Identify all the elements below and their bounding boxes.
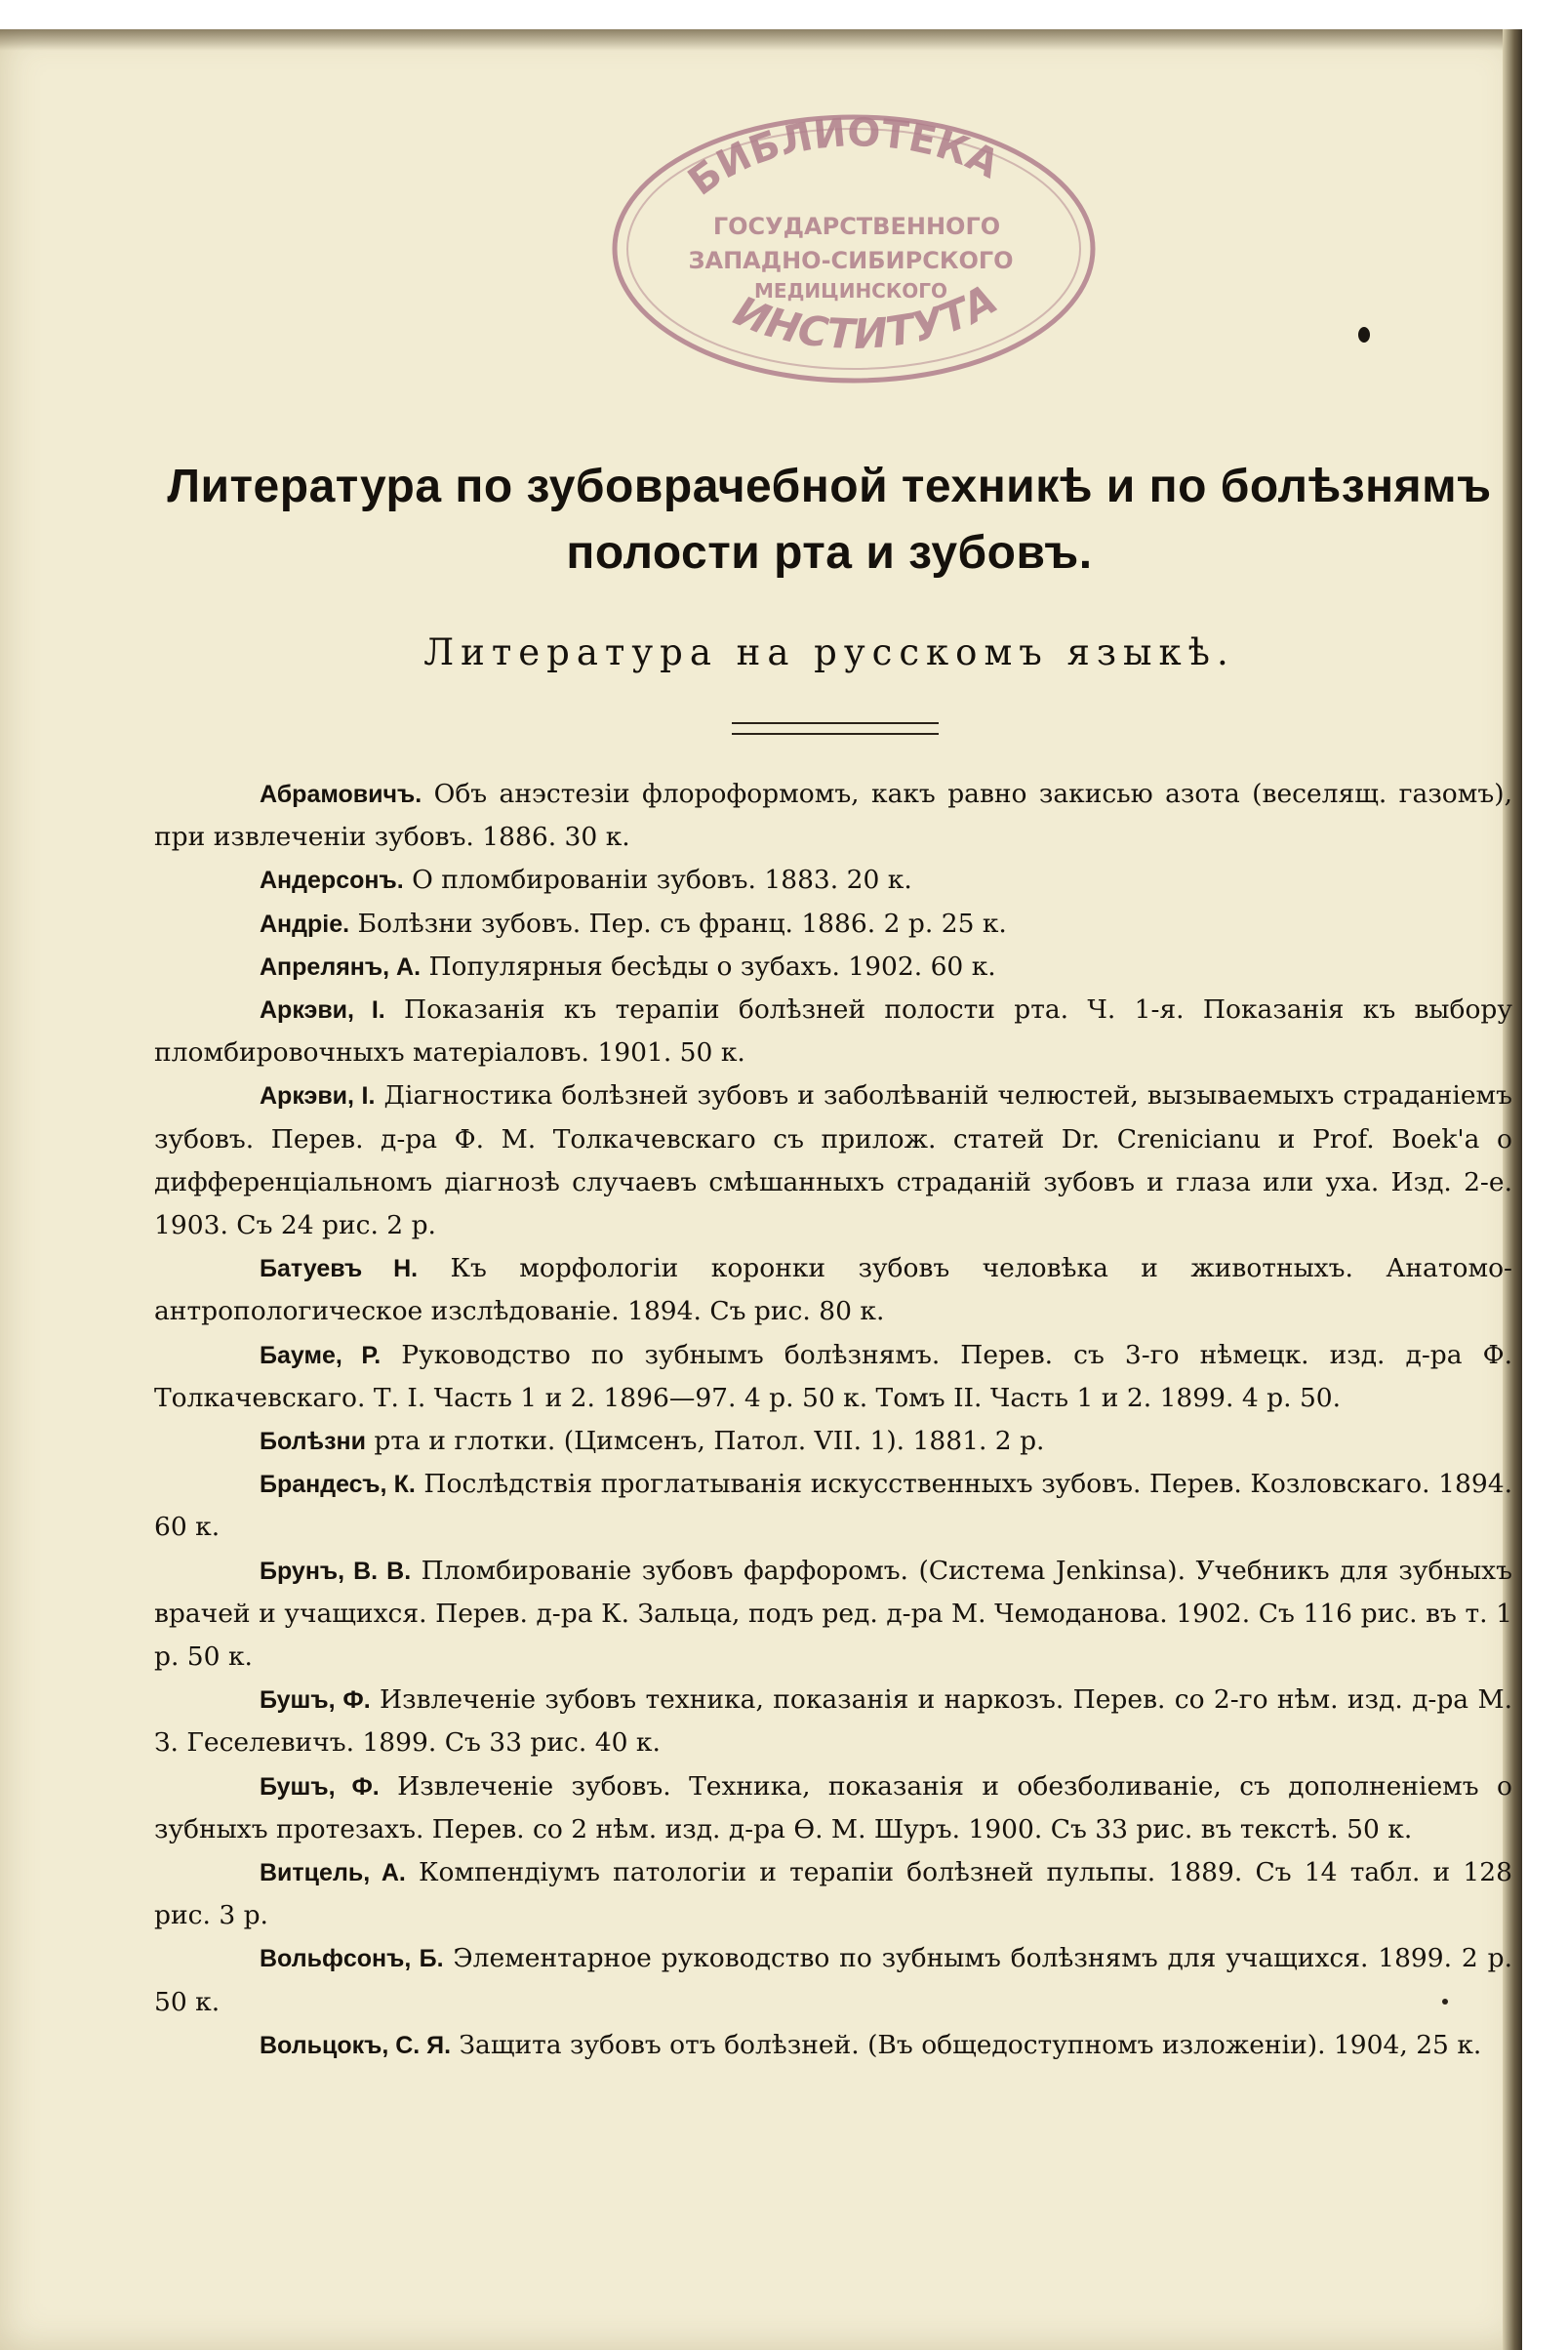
entry-text: О пломбированіи зубовъ. 1883. 20 к.: [403, 865, 912, 896]
bibliography-entry: [154, 903, 1512, 946]
entry-text: Къ морфологіи коронки зубовъ человѣка и животныхъ. Анатомо-антропологическое изслѣдованіе. 1894. Съ рис. 80 к.: [154, 1253, 1512, 1327]
entry-text: Руководство по зубнымъ болѣзнямъ. Перев. съ 3-го нѣмецк. изд. д-ра Ф. Толкачевскаго. Т. І. Часть 1 и 2. 1896—97. 4 р. 50 к. Томъ II. Часть 1 и 2. 1899. 4 р. 50.: [154, 1339, 1513, 1413]
bibliography-entry: [154, 859, 1512, 902]
entry-author: Абрамовичъ.: [260, 781, 422, 808]
entry-author: Батуевъ Н.: [260, 1255, 419, 1283]
stamp-line-1: ГОСУДАРСТВЕННОГО: [712, 213, 1001, 240]
bibliography-entry: [154, 1463, 1512, 1549]
bibliography-entry: [154, 1851, 1512, 1937]
entry-author: Болѣзни: [260, 1428, 366, 1456]
entry-text: Защита зубовъ отъ болѣзней. (Въ общедоступномъ изложеніи). 1904, 25 к.: [451, 2029, 1482, 2060]
entry-author: Апрелянъ, А.: [260, 952, 422, 981]
stamp-line-2: ЗАПАДНО-СИБИРСКОГО: [688, 247, 1014, 274]
bibliography-entry: [154, 1550, 1512, 1680]
ink-dot: [1358, 327, 1370, 343]
entry-text: Извлеченіе зубовъ техника, показанія и наркозъ. Перев. со 2-го нѣм. изд. д-ра М. З. Геселевичъ. 1899. Съ 33 рис. 40 к.: [154, 1684, 1513, 1759]
stamp-line-3: МЕДИЦИНСКОГО: [754, 279, 947, 303]
bibliography-entry: [154, 773, 1512, 859]
bibliography-list: [154, 773, 1512, 2067]
bibliography-entry: [154, 1679, 1512, 1764]
bibliography-entry: [154, 1765, 1512, 1851]
entry-author: Бауме, Р.: [260, 1341, 382, 1369]
page-top-shadow: [0, 29, 1522, 51]
bibliography-entry: [154, 946, 1512, 989]
bibliography-entry: [154, 1334, 1512, 1420]
bibliography-entry: [154, 2024, 1512, 2067]
stamp-bottom-text: ИНСТИТУТА: [727, 274, 1006, 359]
bibliography-entry: [154, 1247, 1512, 1333]
stamp-top-text: БИБЛИОТЕКА: [680, 110, 1007, 205]
entry-author: Аркэви, І.: [260, 1082, 376, 1111]
entry-author: Аркэви, І.: [260, 996, 385, 1025]
title-line-1: Литература по зубоврачебной техникѣ и по болѣзнямъ: [167, 461, 1492, 512]
entry-text: Показанія къ терапіи болѣзней полости рта. Ч. 1-я. Показанія къ выбору пломбировочныхъ матеріаловъ. 1901. 50 к.: [154, 994, 1512, 1069]
page-title: [146, 454, 1512, 587]
entry-text: рта и глотки. (Цимсенъ, Патол. VII. 1). 1881. 2 р.: [365, 1426, 1045, 1457]
heading-block: [146, 454, 1512, 673]
entry-author: Брандесъ, К.: [260, 1471, 416, 1499]
entry-text: Объ анэстезіи флороформомъ, какъ равно закисью азота (веселящ. газомъ), при извлеченіи зубовъ. 1886. 30 к.: [154, 779, 1512, 853]
entry-text: Извлеченіе зубовъ. Техника, показанія и обезболиваніе, съ дополненіемъ о зубныхъ протезахъ. Перев. со 2 нѣм. изд. д-ра Ѳ. М. Шуръ. 1900. Съ 33 рис. въ текстѣ. 50 к.: [154, 1770, 1512, 1844]
library-stamp: [595, 88, 1103, 400]
bibliography-entry: [154, 1420, 1512, 1463]
entry-text: Компендіумъ патологіи и терапіи болѣзней пульпы. 1889. Съ 14 табл. и 128 рис. 3 р.: [154, 1857, 1512, 1931]
entry-text: Діагностика болѣзней зубовъ и заболѣваній челюстей, вызываемыхъ страданіемъ зубовъ. Перев. д-ра Ф. М. Толкачевскаго съ прилож. статей Dr. Crenicianu и Prof. Boek'a о дифференціальномъ діагнозѣ случаевъ смѣшанныхъ страданій зубовъ и глаза или уха. Изд. 2-е. 1903. Съ 24 рис. 2 р.: [154, 1080, 1512, 1241]
entry-text: Болѣзни зубовъ. Пер. съ франц. 1886. 2 р. 25 к.: [349, 908, 1007, 939]
entry-author: Витцель, А.: [260, 1859, 406, 1887]
entry-text: Послѣдствія проглатыванія искусственныхъ зубовъ. Перев. Козловскаго. 1894. 60 к.: [154, 1469, 1512, 1543]
entry-author: Вольцокъ, С. Я.: [260, 2031, 452, 2059]
bibliography-entry: [154, 989, 1512, 1074]
ink-speck: [1442, 1999, 1448, 2005]
bibliography-entry: [154, 1937, 1512, 2023]
section-subtitle: Литература на русскомъ языкѣ.: [423, 631, 1235, 673]
entry-author: Андріе.: [260, 910, 350, 938]
entry-author: Бушъ, Ф.: [260, 1686, 371, 1715]
entry-author: Брунъ, В. В.: [260, 1557, 412, 1585]
entry-author: Андерсонъ.: [260, 867, 404, 895]
double-rule-divider: [732, 722, 939, 735]
entry-text: Популярныя бесѣды о зубахъ. 1902. 60 к.: [421, 951, 996, 982]
entry-author: Бушъ, Ф.: [260, 1772, 380, 1801]
entry-text: Пломбированіе зубовъ фарфоромъ. (Система Jenkinsa). Учебникъ для зубныхъ врачей и учащихся. Перев. д-ра К. Зальца, подъ ред. д-ра М. Чемоданова. 1902. Съ 116 рис. въ т. 1 р. 50 к.: [154, 1555, 1512, 1673]
title-line-2: полости рта и зубовъ.: [566, 527, 1093, 579]
bibliography-entry: [154, 1074, 1512, 1247]
svg-text:БИБЛИОТЕКА: [680, 110, 1006, 204]
entry-text: Элементарное руководство по зубнымъ болѣзнямъ для учащихся. 1899. 2 р. 50 к.: [154, 1943, 1512, 2017]
entry-author: Вольфсонъ, Б.: [260, 1945, 444, 1973]
